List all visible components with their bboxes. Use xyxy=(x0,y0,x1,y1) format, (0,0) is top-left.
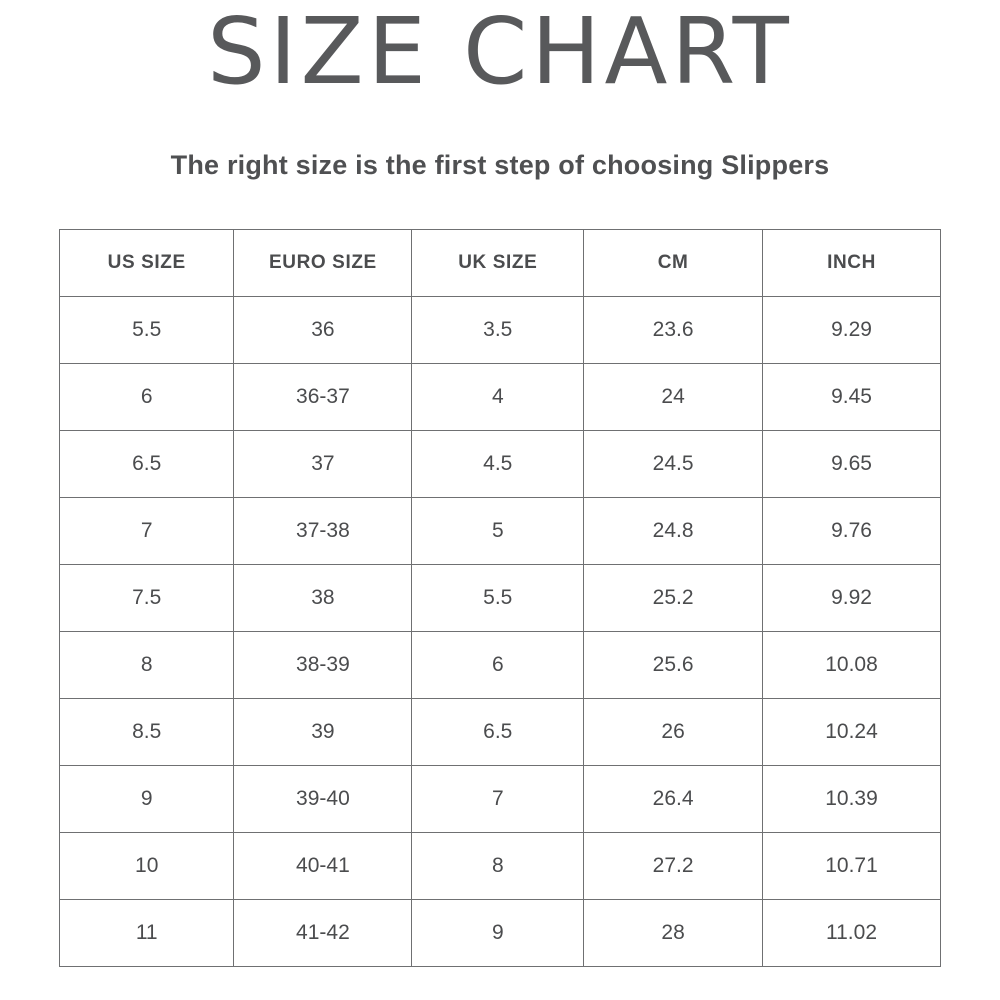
table-cell: 4 xyxy=(412,364,584,431)
table-cell: 11 xyxy=(60,900,234,967)
table-cell: 36 xyxy=(234,297,412,364)
table-cell: 10.39 xyxy=(763,766,941,833)
table-cell: 3.5 xyxy=(412,297,584,364)
table-cell: 5 xyxy=(412,498,584,565)
table-cell: 8 xyxy=(60,632,234,699)
table-cell: 9.29 xyxy=(763,297,941,364)
table-cell: 38-39 xyxy=(234,632,412,699)
table-cell: 8.5 xyxy=(60,699,234,766)
table-row xyxy=(60,900,941,967)
table-cell: 9.92 xyxy=(763,565,941,632)
table-cell: 41-42 xyxy=(234,900,412,967)
table-row xyxy=(60,766,941,833)
table-cell: 26 xyxy=(584,699,763,766)
table-row xyxy=(60,565,941,632)
table-row xyxy=(60,833,941,900)
table-cell: 7 xyxy=(60,498,234,565)
table-row xyxy=(60,632,941,699)
table-cell: 39-40 xyxy=(234,766,412,833)
table-cell: 24.8 xyxy=(584,498,763,565)
column-header: UK SIZE xyxy=(412,230,584,297)
table-cell: 5.5 xyxy=(412,565,584,632)
table-header-row xyxy=(60,230,941,297)
table-body xyxy=(60,297,941,967)
page-title: SIZE CHART xyxy=(207,0,793,105)
table-row xyxy=(60,431,941,498)
table-cell: 10.24 xyxy=(763,699,941,766)
table-cell: 10.71 xyxy=(763,833,941,900)
table-cell: 9.65 xyxy=(763,431,941,498)
table-cell: 36-37 xyxy=(234,364,412,431)
table-cell: 27.2 xyxy=(584,833,763,900)
table-row xyxy=(60,364,941,431)
table-cell: 37 xyxy=(234,431,412,498)
table-row xyxy=(60,297,941,364)
page-subtitle: The right size is the first step of choosing Slippers xyxy=(170,150,830,180)
table-cell: 38 xyxy=(234,565,412,632)
table-cell: 10 xyxy=(60,833,234,900)
size-chart-table-container xyxy=(59,229,941,967)
table-cell: 37-38 xyxy=(234,498,412,565)
table-cell: 40-41 xyxy=(234,833,412,900)
table-cell: 39 xyxy=(234,699,412,766)
size-chart-table xyxy=(59,229,941,967)
table-cell: 23.6 xyxy=(584,297,763,364)
table-cell: 6 xyxy=(412,632,584,699)
table-cell: 7.5 xyxy=(60,565,234,632)
table-cell: 25.6 xyxy=(584,632,763,699)
table-cell: 6 xyxy=(60,364,234,431)
table-cell: 9.76 xyxy=(763,498,941,565)
table-cell: 11.02 xyxy=(763,900,941,967)
table-cell: 24 xyxy=(584,364,763,431)
table-cell: 6.5 xyxy=(412,699,584,766)
table-cell: 5.5 xyxy=(60,297,234,364)
table-cell: 9 xyxy=(412,900,584,967)
table-cell: 7 xyxy=(412,766,584,833)
table-cell: 24.5 xyxy=(584,431,763,498)
table-cell: 26.4 xyxy=(584,766,763,833)
column-header: EURO SIZE xyxy=(234,230,412,297)
column-header: US SIZE xyxy=(60,230,234,297)
table-cell: 10.08 xyxy=(763,632,941,699)
table-cell: 9.45 xyxy=(763,364,941,431)
table-row xyxy=(60,498,941,565)
table-cell: 25.2 xyxy=(584,565,763,632)
table-cell: 28 xyxy=(584,900,763,967)
column-header: INCH xyxy=(763,230,941,297)
table-cell: 8 xyxy=(412,833,584,900)
table-row xyxy=(60,699,941,766)
table-cell: 6.5 xyxy=(60,431,234,498)
table-header xyxy=(60,230,941,297)
column-header: CM xyxy=(584,230,763,297)
table-cell: 4.5 xyxy=(412,431,584,498)
table-cell: 9 xyxy=(60,766,234,833)
